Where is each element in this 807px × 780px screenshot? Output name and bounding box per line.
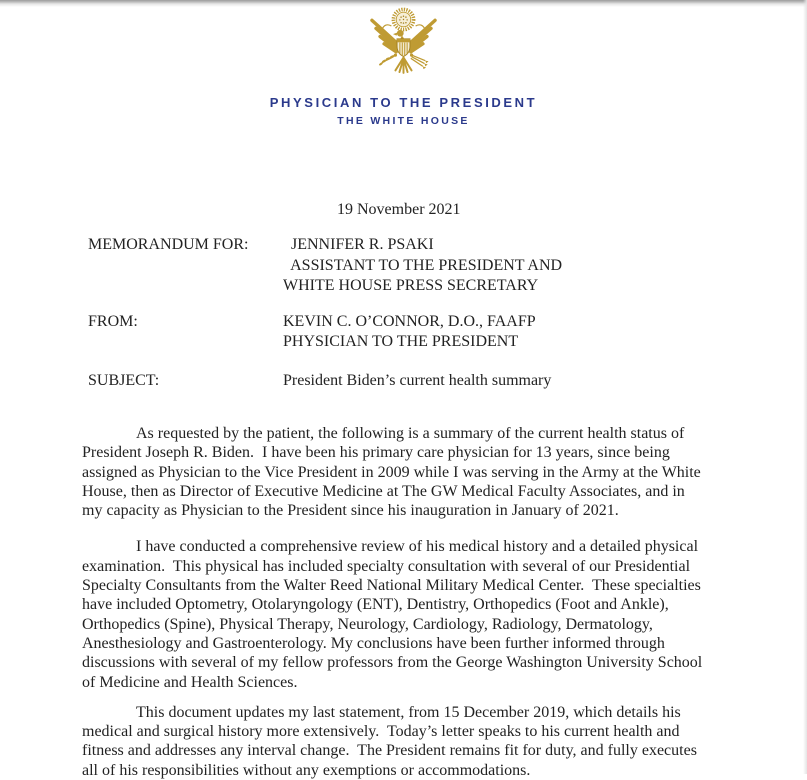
letterhead [0,0,807,127]
paragraph-line: Specialty Consultants from the Walter Reed National Military Medical Center. These specialties [82,577,701,595]
body-paragraph [82,703,741,780]
paragraph-line: House, then as Director of Executive Medicine at The GW Medical Faculty Associates, and in [82,482,685,500]
paragraph-line: This document updates my last statement, from 15 December 2019, which details his [136,703,681,721]
paragraph-line: all of his responsibilities without any exemptions or accommodations. [82,761,531,779]
memo-field-label: FROM: [88,312,138,330]
paragraph-line: President Joseph R. Biden. I have been his primary care physician for 13 years, since being [82,444,670,462]
sender-line: KEVIN C. O’CONNOR, D.O., FAAFP [283,312,536,330]
memo-field-value [283,235,741,297]
paragraph-line: my capacity as Physician to the President since his inauguration in January of 2021. [82,502,619,520]
letterhead-subtitle: THE WHITE HOUSE [337,115,470,127]
paragraph-line: examination. This physical has included specialty consultation with several of our Presidential [82,557,691,575]
presidential-eagle-seal-icon [355,5,452,89]
memo-date: 19 November 2021 [337,201,461,218]
memo-field-label: SUBJECT: [88,371,160,389]
memo-field-value [283,312,741,353]
memo-field-from [82,312,741,353]
memo-field-value [283,371,741,392]
scan-right-edge-shadow [803,0,807,774]
body-paragraph [82,424,741,520]
body-paragraph [82,537,741,691]
paragraph-line: fitness and addresses any interval change. The President remains fit for duty, and fully executes [82,742,697,760]
memo-content [0,200,807,780]
sender-line: PHYSICIAN TO THE PRESIDENT [283,333,519,350]
recipient-line: WHITE HOUSE PRESS SECRETARY [283,277,539,294]
paragraph-line: Anesthesiology and Gastroenterology. My conclusions have been further informed through [82,634,665,652]
recipient-line: ASSISTANT TO THE PRESIDENT AND [283,256,563,274]
paragraph-line: medical and surgical history more extensively. Today’s letter speaks to his current health and [82,723,680,741]
paragraph-line: assigned as Physician to the Vice President in 2009 while I was serving in the Army at the White [82,463,701,481]
scan-top-edge-shadow [0,0,807,7]
paragraph-line: Orthopedics (Spine), Physical Therapy, Neurology, Cardiology, Radiology, Dermatology, [82,615,653,633]
letterhead-title: PHYSICIAN TO THE PRESIDENT [269,95,538,110]
recipient-line: JENNIFER R. PSAKI [283,236,434,253]
memo-field-label: MEMORANDUM FOR: [88,236,249,253]
memo-field-subject [82,371,741,392]
subject-line: President Biden’s current health summary [283,371,552,389]
memo-field-memorandum-for [82,235,741,297]
paragraph-line: discussions with several of my fellow professors from the George Washington University School [82,654,703,672]
paragraph-line: As requested by the patient, the following is a summary of the current health status of [136,425,685,442]
paragraph-line: of Medicine and Health Sciences. [82,673,298,691]
paragraph-line: have included Optometry, Otolaryngology (ENT), Dentistry, Orthopedics (Foot and Ankle), [82,596,669,614]
paragraph-line: I have conducted a comprehensive review of his medical history and a detailed physical [136,538,699,556]
